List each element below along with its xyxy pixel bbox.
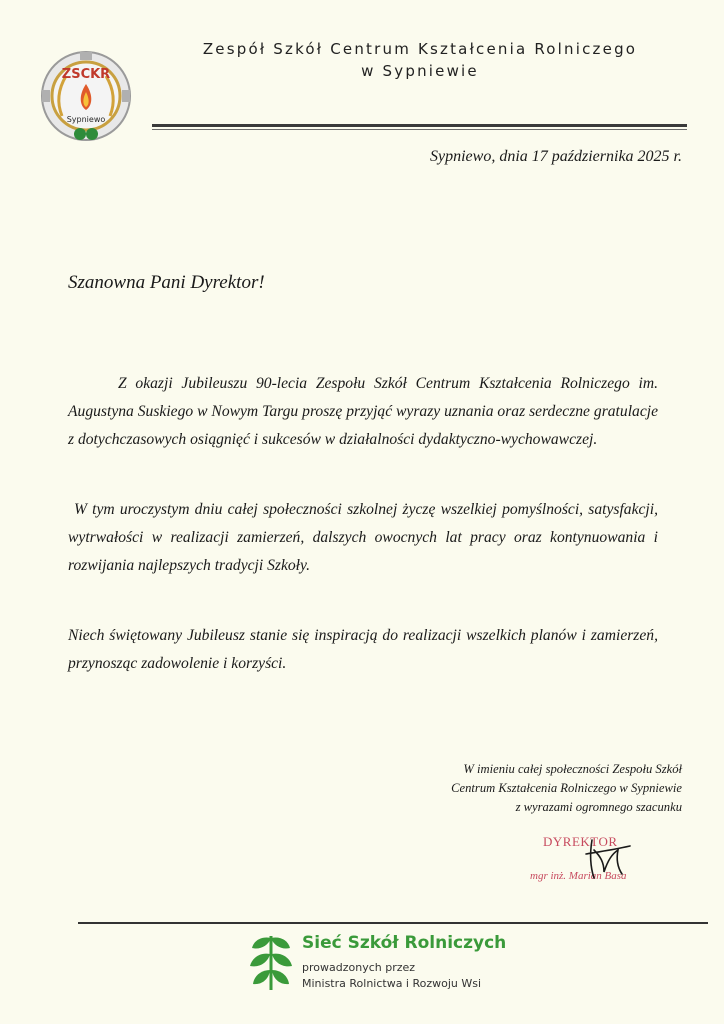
paragraph-3: Niech świętowany Jubileusz stanie się inspiracją do realizacji wszelkich planów i zamierzeń, przynosząc zadowolenie i korzyści.: [68, 627, 658, 672]
school-network-logo: [246, 930, 296, 992]
network-subtitle: [302, 960, 481, 992]
svg-text:Sypniewo: Sypniewo: [66, 115, 106, 124]
network-subtitle-line1: prowadzonych przez: [302, 961, 416, 974]
salutation: Szanowna Pani Dyrektor!: [68, 272, 265, 293]
svg-text:ZSCKR: ZSCKR: [61, 67, 111, 82]
header-divider-thin: [152, 129, 687, 130]
footer-divider: [78, 922, 708, 924]
closing-line-3: z wyrazami ogromnego szacunku: [515, 800, 682, 814]
school-logo: [40, 50, 132, 142]
stamp-title: DYREKTOR: [543, 834, 618, 849]
network-subtitle-line2: Ministra Rolnictwa i Rozwoju Wsi: [302, 977, 482, 990]
closing-line-1: W imieniu całej społeczności Zespołu Szkół: [463, 762, 682, 776]
school-name-line2: w Sypniewie: [361, 62, 479, 80]
stamp-name: mgr inż. Marian Basa: [530, 870, 627, 882]
network-title: Sieć Szkół Rolniczych: [302, 933, 507, 953]
signature-icon: [578, 832, 638, 882]
paragraph-1: Z okazji Jubileuszu 90-lecia Zespołu Szkół Centrum Kształcenia Rolniczego im. Augustyna Suskiego w Nowym Targu proszę przyjąć wyrazy uznania oraz serdeczne gratulacje z dotychczasowych osiągnięć i sukcesów w działalności dydaktyczno-wychowawczej.: [68, 375, 658, 448]
letter-date: Sypniewo, dnia 17 października 2025 r.: [430, 148, 682, 165]
paragraph-2: W tym uroczystym dniu całej społeczności szkolnej życzę wszelkiej pomyślności, satysfakcji, wytrwałości w realizacji zamierzeń, dalszych owocnych lat pracy oraz kontynuowania i rozwijania najlepszych tradycji Szkoły.: [68, 501, 658, 574]
school-name: [150, 38, 690, 82]
school-name-line1: Zespół Szkół Centrum Kształcenia Rolniczego: [202, 40, 638, 58]
closing-block: [362, 760, 682, 817]
closing-line-2: Centrum Kształcenia Rolniczego w Sypniewie: [451, 781, 682, 795]
header-divider: [152, 124, 687, 127]
